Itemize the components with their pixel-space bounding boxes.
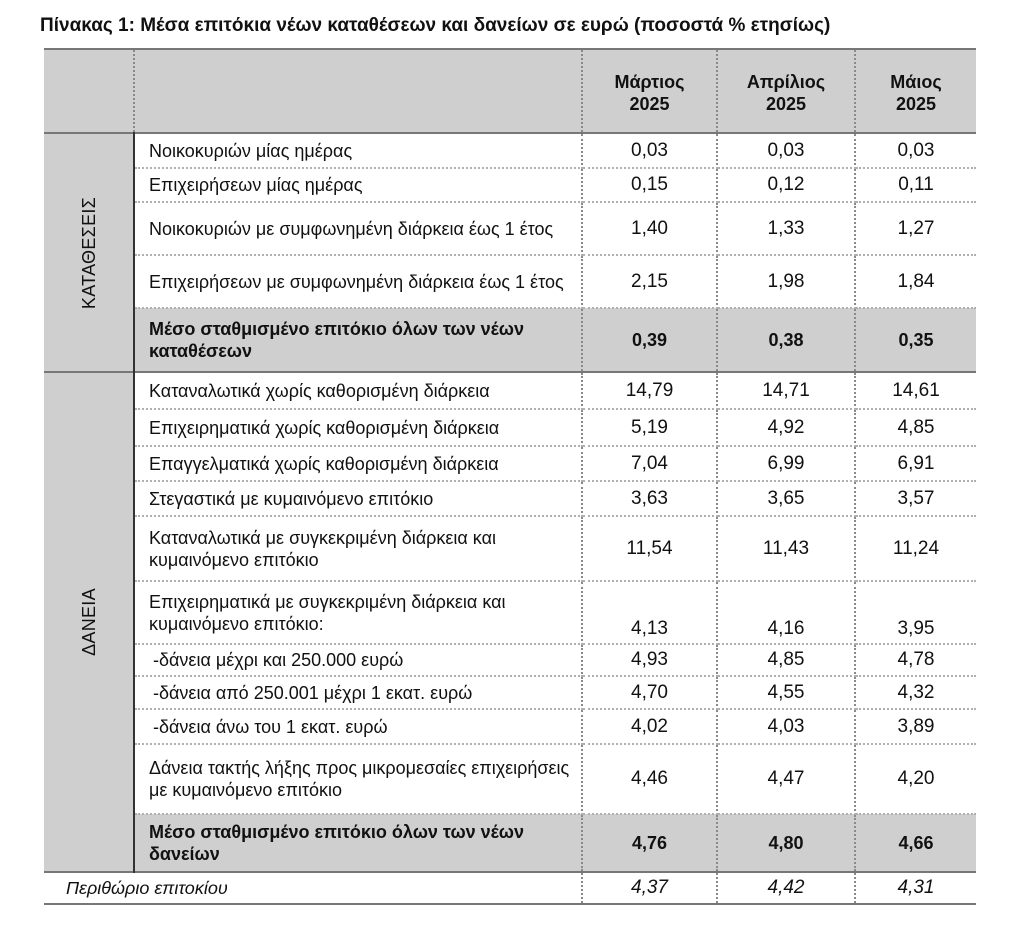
table-row [44,676,976,709]
value-may: 1,84 [855,255,976,308]
value-may: 3,57 [855,481,976,516]
value-march: 5,19 [582,409,717,446]
value-may: 3,89 [855,709,976,744]
value-april: 4,16 [717,581,855,644]
column-header-march [582,49,717,133]
value-april: 1,33 [717,202,855,255]
interest-margin-row [44,872,976,904]
row-label: -δάνεια άνω του 1 εκατ. ευρώ [134,709,582,744]
table-row [44,516,976,581]
column-header-month: Απρίλιος [746,72,826,92]
value-april: 4,03 [717,709,855,744]
value-march: 0,03 [582,133,717,168]
margin-value-may: 4,31 [855,872,976,904]
value-march: 4,70 [582,676,717,709]
table-row [44,133,976,168]
header-corner-cell [44,49,134,133]
value-may: 14,61 [855,372,976,409]
value-april: 0,12 [717,168,855,202]
column-header-year: 2025 [765,94,807,114]
value-march: 1,40 [582,202,717,255]
column-header-year: 2025 [629,94,670,114]
value-march: 14,79 [582,372,717,409]
summary-label: Μέσο σταθμισμένο επιτόκιο όλων των νέων δανείων [134,814,582,872]
value-april: 6,99 [717,446,855,481]
summary-value-may: 4,66 [855,814,976,872]
column-header-may [855,49,976,133]
table-row [44,446,976,481]
value-may: 0,03 [855,133,976,168]
value-may: 4,32 [855,676,976,709]
row-label: Νοικοκυριών μίας ημέρας [134,133,582,168]
value-march: 7,04 [582,446,717,481]
value-may: 4,20 [855,744,976,814]
page-title: Πίνακας 1: Μέσα επιτόκια νέων καταθέσεων και δανείων σε ευρώ (ποσοστά % ετησίως) [40,15,831,36]
table-row [44,168,976,202]
column-header-month: Μάιος [890,72,942,92]
margin-value-april: 4,42 [717,872,855,904]
table-row [44,644,976,676]
row-label: Επιχειρήσεων μίας ημέρας [134,168,582,202]
value-march: 11,54 [582,516,717,581]
row-label: Επαγγελματικά χωρίς καθορισμένη διάρκεια [134,446,582,481]
value-april: 14,71 [717,372,855,409]
value-april: 4,85 [717,644,855,676]
row-label: Επιχειρηματικά χωρίς καθορισμένη διάρκεια [134,409,582,446]
value-march: 4,13 [582,581,717,644]
table-row [44,709,976,744]
value-march: 4,93 [582,644,717,676]
value-may: 1,27 [855,202,976,255]
value-may: 4,85 [855,409,976,446]
row-label: Δάνεια τακτής λήξης προς μικρομεσαίες επιχειρήσεις με κυμαινόμενο επιτόκιο [134,744,582,814]
deposits-summary-row [44,308,976,372]
summary-value-march: 4,76 [582,814,717,872]
row-label: -δάνεια από 250.001 μέχρι 1 εκατ. ευρώ [134,676,582,709]
table-row [44,744,976,814]
value-april: 0,03 [717,133,855,168]
row-label: Επιχειρηματικά με συγκεκριμένη διάρκεια και κυμαινόμενο επιτόκιο: [134,581,582,644]
value-may: 4,78 [855,644,976,676]
row-label: Καταναλωτικά χωρίς καθορισμένη διάρκεια [134,372,582,409]
row-label: -δάνεια μέχρι και 250.000 ευρώ [134,644,582,676]
column-header-april [717,49,855,133]
value-may: 3,95 [855,581,976,644]
header-blank-cell [134,49,582,133]
value-march: 3,63 [582,481,717,516]
loans-section-label: ΔΑΝΕΙΑ [78,588,99,656]
table-row [44,481,976,516]
column-header-month: Μάρτιος [614,72,685,92]
value-march: 0,15 [582,168,717,202]
interest-rates-table [44,48,976,905]
row-label: Επιχειρήσεων με συμφωνημένη διάρκεια έως 1 έτος [134,255,582,308]
value-may: 6,91 [855,446,976,481]
table-row [44,202,976,255]
value-march: 2,15 [582,255,717,308]
interest-margin-label: Περιθώριο επιτοκίου [44,872,582,904]
loans-summary-row [44,814,976,872]
value-april: 11,43 [717,516,855,581]
row-label: Νοικοκυριών με συμφωνημένη διάρκεια έως 1 έτος [134,202,582,255]
summary-value-march: 0,39 [582,308,717,372]
table-row [44,255,976,308]
value-may: 0,11 [855,168,976,202]
deposits-section-cell [44,133,134,372]
value-march: 4,46 [582,744,717,814]
table-row [44,372,976,409]
row-label: Καταναλωτικά με συγκεκριμένη διάρκεια και κυμαινόμενο επιτόκιο [134,516,582,581]
value-april: 4,92 [717,409,855,446]
summary-label: Μέσο σταθμισμένο επιτόκιο όλων των νέων καταθέσεων [134,308,582,372]
table-row [44,409,976,446]
summary-value-april: 0,38 [717,308,855,372]
value-april: 4,47 [717,744,855,814]
deposits-section-label: ΚΑΤΑΘΕΣΕΙΣ [78,196,99,309]
value-march: 4,02 [582,709,717,744]
row-label: Στεγαστικά με κυμαινόμενο επιτόκιο [134,481,582,516]
value-april: 4,55 [717,676,855,709]
loans-section-cell [44,372,134,872]
value-april: 3,65 [717,481,855,516]
value-april: 1,98 [717,255,855,308]
column-header-year: 2025 [895,94,937,114]
margin-value-march: 4,37 [582,872,717,904]
summary-value-april: 4,80 [717,814,855,872]
header-row [44,49,976,133]
value-may: 11,24 [855,516,976,581]
summary-value-may: 0,35 [855,308,976,372]
table-row [44,581,976,644]
